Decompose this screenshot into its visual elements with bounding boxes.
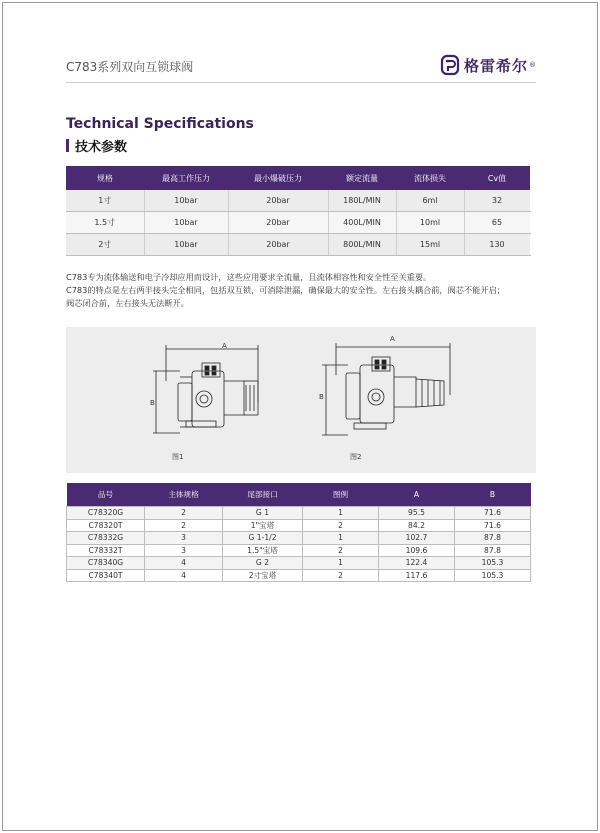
model-header-cell: A: [379, 483, 455, 507]
table-cell: G 2: [223, 557, 303, 570]
table-cell: 71.6: [455, 519, 531, 532]
table-cell: 105.3: [455, 569, 531, 582]
table-cell: 20bar: [228, 190, 328, 212]
table-cell: 87.8: [455, 544, 531, 557]
table-cell: 102.7: [379, 532, 455, 545]
brand-logo: [440, 54, 536, 76]
brand-logo-text: 格雷希尔: [463, 56, 528, 75]
model-header-cell: 尾部接口: [223, 483, 303, 507]
registered-mark: ®: [529, 61, 536, 69]
model-header-cell: 品号: [67, 483, 145, 507]
figure-panel: [66, 327, 536, 473]
section-title: Technical Specifications: [66, 116, 254, 132]
spec-header-cell: 规格: [66, 166, 144, 190]
table-row: [66, 234, 530, 256]
model-header-cell: B: [455, 483, 531, 507]
table-cell: 2寸: [66, 234, 144, 256]
spec-header-cell: 最小爆破压力: [228, 166, 328, 190]
model-table-header: [67, 483, 531, 507]
table-row: [66, 190, 530, 212]
description-line: C783的特点是左右两半接头完全相同，包括双互锁，可消除泄漏，确保最大的安全性。左右接头耦合前，阀芯不能开启；: [66, 285, 505, 295]
table-row: [66, 212, 530, 234]
table-cell: 3: [145, 544, 223, 557]
table-cell: 32: [464, 190, 530, 212]
table-cell: 65: [464, 212, 530, 234]
model-header-cell: 图例: [303, 483, 379, 507]
spec-table: [66, 166, 531, 256]
table-cell: 1.5"宝塔: [223, 544, 303, 557]
table-row: [67, 569, 531, 582]
table-cell: 2: [303, 519, 379, 532]
spec-header-cell: Cv值: [464, 166, 530, 190]
table-cell: 1.5寸: [66, 212, 144, 234]
table-row: [67, 557, 531, 570]
table-cell: G 1: [223, 507, 303, 520]
table-cell: C78320G: [67, 507, 145, 520]
spec-header-cell: 最高工作压力: [144, 166, 228, 190]
description-line: 阀芯闭合前，左右接头无法断开。: [66, 298, 189, 308]
table-cell: 3: [145, 532, 223, 545]
table-cell: 2寸宝塔: [223, 569, 303, 582]
table-cell: C78340G: [67, 557, 145, 570]
spec-header-cell: 额定流量: [328, 166, 396, 190]
table-cell: 109.6: [379, 544, 455, 557]
dimension-b-label: B: [319, 393, 324, 401]
table-cell: 71.6: [455, 507, 531, 520]
figure-2-drawing: [316, 335, 456, 445]
table-cell: 95.5: [379, 507, 455, 520]
table-cell: 10ml: [396, 212, 464, 234]
header-divider: [66, 82, 536, 83]
dimension-b-label: B: [150, 399, 155, 407]
table-cell: 1: [303, 557, 379, 570]
table-cell: C78332G: [67, 532, 145, 545]
document-title: C783系列双向互锁球阀: [66, 60, 194, 74]
table-cell: C78332T: [67, 544, 145, 557]
table-cell: 1"宝塔: [223, 519, 303, 532]
table-row: [67, 532, 531, 545]
table-cell: 10bar: [144, 234, 228, 256]
table-row: [67, 507, 531, 520]
table-cell: 4: [145, 557, 223, 570]
table-cell: 180L/MIN: [328, 190, 396, 212]
table-cell: 10bar: [144, 212, 228, 234]
table-cell: 2: [303, 544, 379, 557]
table-cell: 2: [303, 569, 379, 582]
table-cell: 20bar: [228, 212, 328, 234]
figure-1-label: 图1: [172, 453, 184, 461]
table-cell: 1: [303, 507, 379, 520]
table-cell: C78320T: [67, 519, 145, 532]
table-cell: G 1-1/2: [223, 532, 303, 545]
description-paragraph: [66, 271, 536, 310]
figure-2-label: 图2: [350, 453, 362, 461]
table-cell: 84.2: [379, 519, 455, 532]
table-cell: C78340T: [67, 569, 145, 582]
table-cell: 20bar: [228, 234, 328, 256]
table-cell: 1: [303, 532, 379, 545]
table-cell: 4: [145, 569, 223, 582]
section-subtitle: [66, 136, 127, 155]
spec-table-header: [66, 166, 530, 190]
table-cell: 15ml: [396, 234, 464, 256]
table-cell: 400L/MIN: [328, 212, 396, 234]
figure-1-drawing: [150, 341, 270, 451]
table-cell: 117.6: [379, 569, 455, 582]
table-cell: 1寸: [66, 190, 144, 212]
table-row: [67, 544, 531, 557]
table-cell: 2: [145, 507, 223, 520]
table-cell: 800L/MIN: [328, 234, 396, 256]
table-cell: 122.4: [379, 557, 455, 570]
table-cell: 130: [464, 234, 530, 256]
brand-logo-icon: [440, 54, 460, 76]
page-header: [66, 54, 536, 80]
spec-header-cell: 流体损失: [396, 166, 464, 190]
table-cell: 6ml: [396, 190, 464, 212]
table-cell: 87.8: [455, 532, 531, 545]
table-cell: 105.3: [455, 557, 531, 570]
subtitle-accent-bar: [66, 139, 69, 152]
section-subtitle-text: 技术参数: [75, 140, 128, 155]
model-table: [66, 483, 531, 582]
table-cell: 2: [145, 519, 223, 532]
dimension-a-label: A: [222, 342, 227, 350]
table-row: [67, 519, 531, 532]
table-cell: 10bar: [144, 190, 228, 212]
model-header-cell: 主体规格: [145, 483, 223, 507]
dimension-a-label: A: [390, 335, 395, 343]
description-line: C783专为流体输送和电子冷却应用而设计，这些应用要求全流量，且流体相容性和安全性至关重要。: [66, 272, 432, 282]
